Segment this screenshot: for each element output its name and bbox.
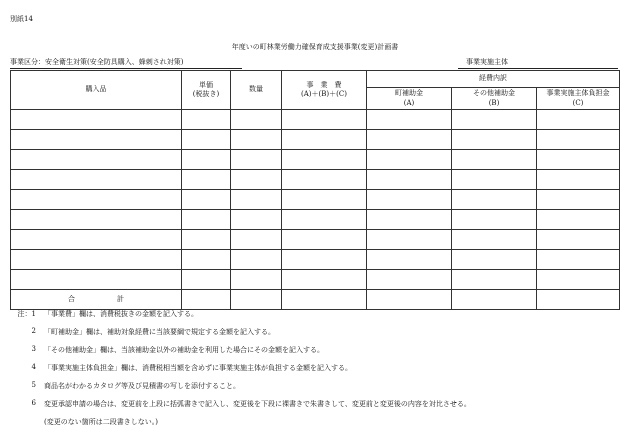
- note-text: 変更承認申請の場合は、変更前を上段に括弧書きで記入し、変更後を下段に裸書きで朱書きして、変更前と変更後の内容を対比させる。: [44, 400, 471, 408]
- note-text: 「事業実施主体負担金」欄は、消費税相当額を含めずに事業実施主体が負担する金額を記入する。: [44, 364, 352, 372]
- cell-project-cost[interactable]: [282, 170, 367, 190]
- category-underline: [10, 68, 242, 69]
- cell-self-burden[interactable]: [537, 230, 620, 250]
- total-quantity[interactable]: [231, 290, 282, 310]
- cell-other-subsidy[interactable]: [452, 230, 537, 250]
- cell-quantity[interactable]: [231, 150, 282, 170]
- total-unit-price[interactable]: [182, 290, 231, 310]
- cell-town-subsidy[interactable]: [367, 210, 452, 230]
- note-text: (変更のない箇所は二段書きしない。): [44, 418, 158, 426]
- cell-town-subsidy[interactable]: [367, 130, 452, 150]
- cell-other-subsidy[interactable]: [452, 150, 537, 170]
- cell-quantity[interactable]: [231, 230, 282, 250]
- cell-self-burden[interactable]: [537, 170, 620, 190]
- note-number: 5: [31, 381, 36, 389]
- plan-table: [10, 70, 620, 310]
- cell-other-subsidy[interactable]: [452, 250, 537, 270]
- cell-town-subsidy[interactable]: [367, 190, 452, 210]
- document-title: 年度いの町林業労働力確保育成支援事業(変更)計画書: [231, 43, 399, 51]
- total-label: 合 計: [11, 290, 182, 310]
- table-row: [11, 250, 620, 270]
- total-row: [11, 290, 620, 310]
- cell-project-cost[interactable]: [282, 150, 367, 170]
- cell-other-subsidy[interactable]: [452, 170, 537, 190]
- cell-project-cost[interactable]: [282, 210, 367, 230]
- note-text: 「町補助金」欄は、補助対象経費に当該要綱で規定する金額を記入する。: [44, 328, 275, 336]
- cell-self-burden[interactable]: [537, 110, 620, 130]
- cell-quantity[interactable]: [231, 190, 282, 210]
- table-row: [11, 150, 620, 170]
- cell-item[interactable]: [11, 170, 182, 190]
- cell-quantity[interactable]: [231, 110, 282, 130]
- header-unit-price: 単価 (税抜き): [182, 71, 231, 110]
- cell-item[interactable]: [11, 110, 182, 130]
- note-text: 商品名がわかるカタログ等及び見積書の写しを添付すること。: [44, 382, 240, 390]
- cell-self-burden[interactable]: [537, 270, 620, 290]
- note-number: 注：1: [17, 310, 36, 318]
- cell-unit-price[interactable]: [182, 250, 231, 270]
- cell-town-subsidy[interactable]: [367, 110, 452, 130]
- cell-unit-price[interactable]: [182, 190, 231, 210]
- table-row: [11, 230, 620, 250]
- table-row: [11, 130, 620, 150]
- form-number: 別紙14: [10, 15, 33, 23]
- cell-other-subsidy[interactable]: [452, 190, 537, 210]
- cell-other-subsidy[interactable]: [452, 130, 537, 150]
- cell-unit-price[interactable]: [182, 130, 231, 150]
- header-item: 購入品: [11, 71, 182, 110]
- cell-self-burden[interactable]: [537, 210, 620, 230]
- cell-other-subsidy[interactable]: [452, 110, 537, 130]
- header-town-subsidy: 町補助金 (A): [367, 88, 452, 110]
- cell-item[interactable]: [11, 270, 182, 290]
- cell-item[interactable]: [11, 130, 182, 150]
- header-quantity: 数量: [231, 71, 282, 110]
- cell-unit-price[interactable]: [182, 110, 231, 130]
- cell-other-subsidy[interactable]: [452, 270, 537, 290]
- cell-unit-price[interactable]: [182, 150, 231, 170]
- header-other-subsidy: その他補助金 (B): [452, 88, 537, 110]
- cell-other-subsidy[interactable]: [452, 210, 537, 230]
- table-row: [11, 110, 620, 130]
- cell-project-cost[interactable]: [282, 270, 367, 290]
- cell-town-subsidy[interactable]: [367, 150, 452, 170]
- cell-quantity[interactable]: [231, 170, 282, 190]
- project-category: 事業区分：安全衛生対策(安全防具購入、蜂刺され対策): [10, 58, 184, 66]
- cell-unit-price[interactable]: [182, 170, 231, 190]
- header-self-burden: 事業実施主体負担金 (C): [537, 88, 620, 110]
- cell-project-cost[interactable]: [282, 190, 367, 210]
- total-other-subsidy[interactable]: [452, 290, 537, 310]
- note-number: 2: [31, 327, 36, 335]
- cell-project-cost[interactable]: [282, 230, 367, 250]
- table-row: [11, 170, 620, 190]
- cell-town-subsidy[interactable]: [367, 230, 452, 250]
- cell-item[interactable]: [11, 230, 182, 250]
- total-self-burden[interactable]: [537, 290, 620, 310]
- cell-town-subsidy[interactable]: [367, 250, 452, 270]
- implementer-label: 事業実施主体: [466, 58, 508, 66]
- cell-quantity[interactable]: [231, 210, 282, 230]
- implementer-underline: [458, 68, 618, 69]
- table-row: [11, 270, 620, 290]
- note-text: 「事業費」欄は、消費税抜きの金額を記入する。: [44, 310, 198, 318]
- cell-town-subsidy[interactable]: [367, 270, 452, 290]
- cell-unit-price[interactable]: [182, 210, 231, 230]
- header-project-cost: 事 業 費 (A)＋(B)＋(C): [282, 71, 367, 110]
- cell-town-subsidy[interactable]: [367, 170, 452, 190]
- cell-item[interactable]: [11, 190, 182, 210]
- cell-self-burden[interactable]: [537, 250, 620, 270]
- table-header-row: [11, 71, 620, 88]
- cell-unit-price[interactable]: [182, 230, 231, 250]
- table-row: [11, 210, 620, 230]
- cell-item[interactable]: [11, 150, 182, 170]
- table-row: [11, 190, 620, 210]
- cell-self-burden[interactable]: [537, 190, 620, 210]
- cell-item[interactable]: [11, 210, 182, 230]
- cell-project-cost[interactable]: [282, 110, 367, 130]
- cell-item[interactable]: [11, 250, 182, 270]
- cell-quantity[interactable]: [231, 130, 282, 150]
- note-number: 3: [31, 345, 36, 353]
- cell-unit-price[interactable]: [182, 270, 231, 290]
- cell-self-burden[interactable]: [537, 130, 620, 150]
- total-project-cost[interactable]: [282, 290, 367, 310]
- note-number: 6: [31, 399, 36, 407]
- note-number: 4: [31, 363, 36, 371]
- note-text: 「その他補助金」欄は、当該補助金以外の補助金を利用した場合にその金額を記入する。: [44, 346, 324, 354]
- total-town-subsidy[interactable]: [367, 290, 452, 310]
- cell-project-cost[interactable]: [282, 250, 367, 270]
- cell-quantity[interactable]: [231, 270, 282, 290]
- cell-quantity[interactable]: [231, 250, 282, 270]
- cell-project-cost[interactable]: [282, 130, 367, 150]
- cell-self-burden[interactable]: [537, 150, 620, 170]
- header-breakdown: 経費内訳: [367, 71, 620, 88]
